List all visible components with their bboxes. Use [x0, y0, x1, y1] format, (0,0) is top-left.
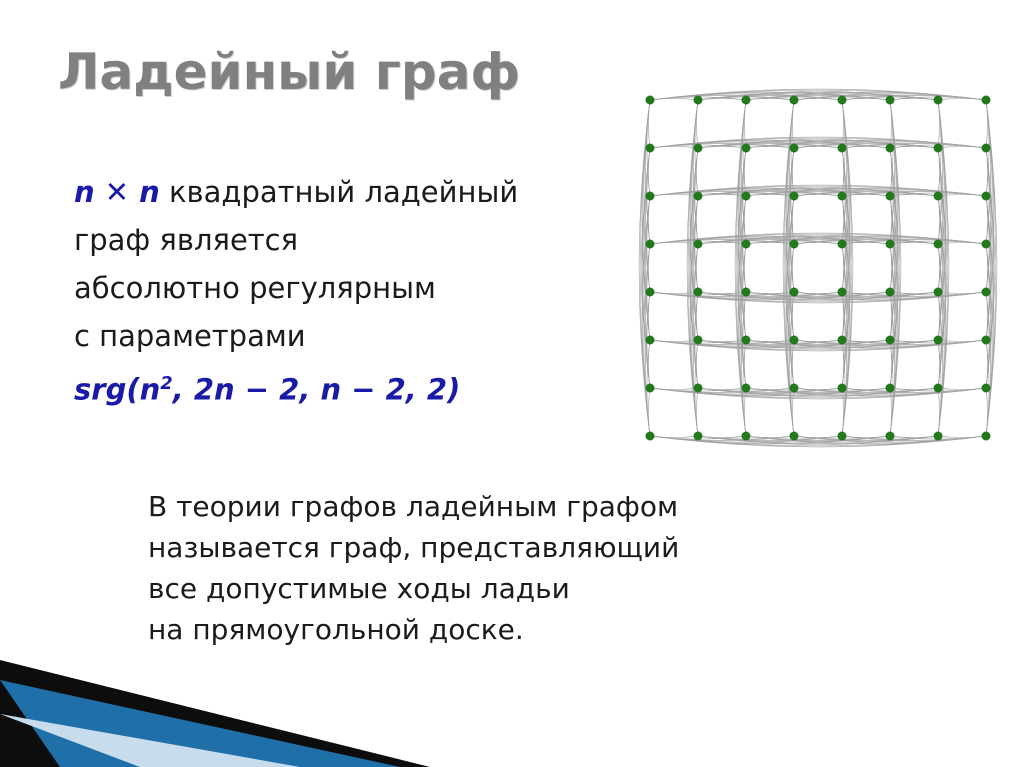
- formula-line-2: граф является: [74, 223, 299, 257]
- graph-vertex: [646, 96, 655, 105]
- graph-vertex: [934, 432, 943, 441]
- formula-line-4: с параметрами: [74, 319, 306, 353]
- srg-prefix: srg(n: [74, 372, 161, 407]
- graph-vertex: [790, 432, 799, 441]
- graph-vertex: [742, 336, 751, 345]
- graph-vertex: [646, 384, 655, 393]
- graph-vertices: [646, 96, 991, 441]
- graph-edge: [938, 436, 986, 438]
- graph-vertex: [694, 432, 703, 441]
- description-paragraph: [148, 486, 928, 650]
- formula-line-5: [74, 360, 634, 414]
- corner-blue-shape: [0, 680, 400, 767]
- graph-vertex: [838, 192, 847, 201]
- corner-dark-shape: [0, 660, 430, 767]
- graph-vertex: [694, 240, 703, 249]
- graph-vertex: [742, 384, 751, 393]
- graph-vertex: [790, 240, 799, 249]
- graph-vertex: [982, 240, 991, 249]
- graph-edge: [938, 388, 940, 436]
- graph-vertex: [742, 96, 751, 105]
- graph-vertex: [982, 384, 991, 393]
- graph-vertex: [982, 96, 991, 105]
- formula-paragraph: [74, 168, 634, 414]
- graph-edge: [648, 388, 650, 436]
- formula-line-1-accent: n ✕ n: [74, 175, 160, 209]
- graph-vertex: [742, 192, 751, 201]
- graph-vertex: [934, 192, 943, 201]
- graph-vertex: [790, 336, 799, 345]
- description-line-1: В теории графов ладейным графом: [148, 490, 679, 523]
- graph-vertex: [982, 336, 991, 345]
- graph-vertex: [790, 96, 799, 105]
- graph-vertex: [742, 144, 751, 153]
- graph-vertex: [886, 336, 895, 345]
- page-title: Ладейный граф: [58, 43, 521, 101]
- graph-edges: [639, 89, 997, 447]
- graph-vertex: [646, 288, 655, 297]
- graph-vertex: [934, 240, 943, 249]
- graph-vertex: [982, 192, 991, 201]
- graph-vertex: [934, 144, 943, 153]
- description-line-3: все допустимые ходы ладьи: [148, 572, 570, 605]
- description-line-4: на прямоугольной доске.: [148, 613, 524, 646]
- graph-vertex: [646, 192, 655, 201]
- graph-vertex: [646, 432, 655, 441]
- graph-vertex: [934, 384, 943, 393]
- graph-edge: [938, 146, 986, 148]
- corner-decoration: [0, 642, 430, 767]
- graph-vertex: [742, 288, 751, 297]
- formula-line-3: абсолютно регулярным: [74, 271, 436, 305]
- graph-vertex: [838, 96, 847, 105]
- graph-vertex: [838, 288, 847, 297]
- graph-vertex: [886, 288, 895, 297]
- srg-suffix: , 2n − 2, n − 2, 2): [172, 372, 461, 407]
- graph-vertex: [694, 96, 703, 105]
- graph-vertex: [934, 336, 943, 345]
- graph-vertex: [886, 144, 895, 153]
- graph-edge: [938, 388, 986, 390]
- graph-vertex: [886, 432, 895, 441]
- formula-line-1-plain: квадратный ладейный: [159, 175, 519, 209]
- rook-graph-figure: [628, 78, 1008, 458]
- graph-vertex: [934, 96, 943, 105]
- graph-vertex: [646, 336, 655, 345]
- graph-vertex: [838, 144, 847, 153]
- graph-vertex: [694, 144, 703, 153]
- graph-vertex: [742, 432, 751, 441]
- formula-line-1: [74, 168, 634, 216]
- graph-vertex: [790, 144, 799, 153]
- graph-vertex: [886, 240, 895, 249]
- graph-vertex: [886, 96, 895, 105]
- graph-vertex: [886, 384, 895, 393]
- graph-vertex: [838, 432, 847, 441]
- graph-vertex: [838, 240, 847, 249]
- graph-vertex: [646, 240, 655, 249]
- graph-edge: [938, 98, 986, 100]
- graph-vertex: [694, 384, 703, 393]
- graph-vertex: [742, 240, 751, 249]
- graph-vertex: [646, 144, 655, 153]
- description-line-2: называется граф, представляющий: [148, 531, 680, 564]
- graph-vertex: [838, 336, 847, 345]
- graph-vertex: [838, 384, 847, 393]
- graph-vertex: [982, 144, 991, 153]
- rook-graph-svg: [628, 78, 1008, 458]
- graph-vertex: [790, 288, 799, 297]
- graph-vertex: [694, 336, 703, 345]
- graph-vertex: [934, 288, 943, 297]
- graph-vertex: [982, 432, 991, 441]
- graph-edge: [986, 388, 988, 436]
- graph-vertex: [694, 288, 703, 297]
- graph-edge: [696, 388, 698, 436]
- graph-vertex: [694, 192, 703, 201]
- srg-exponent: 2: [160, 373, 173, 394]
- graph-vertex: [790, 384, 799, 393]
- graph-vertex: [886, 192, 895, 201]
- graph-vertex: [982, 288, 991, 297]
- graph-vertex: [790, 192, 799, 201]
- corner-light-shape: [0, 714, 300, 767]
